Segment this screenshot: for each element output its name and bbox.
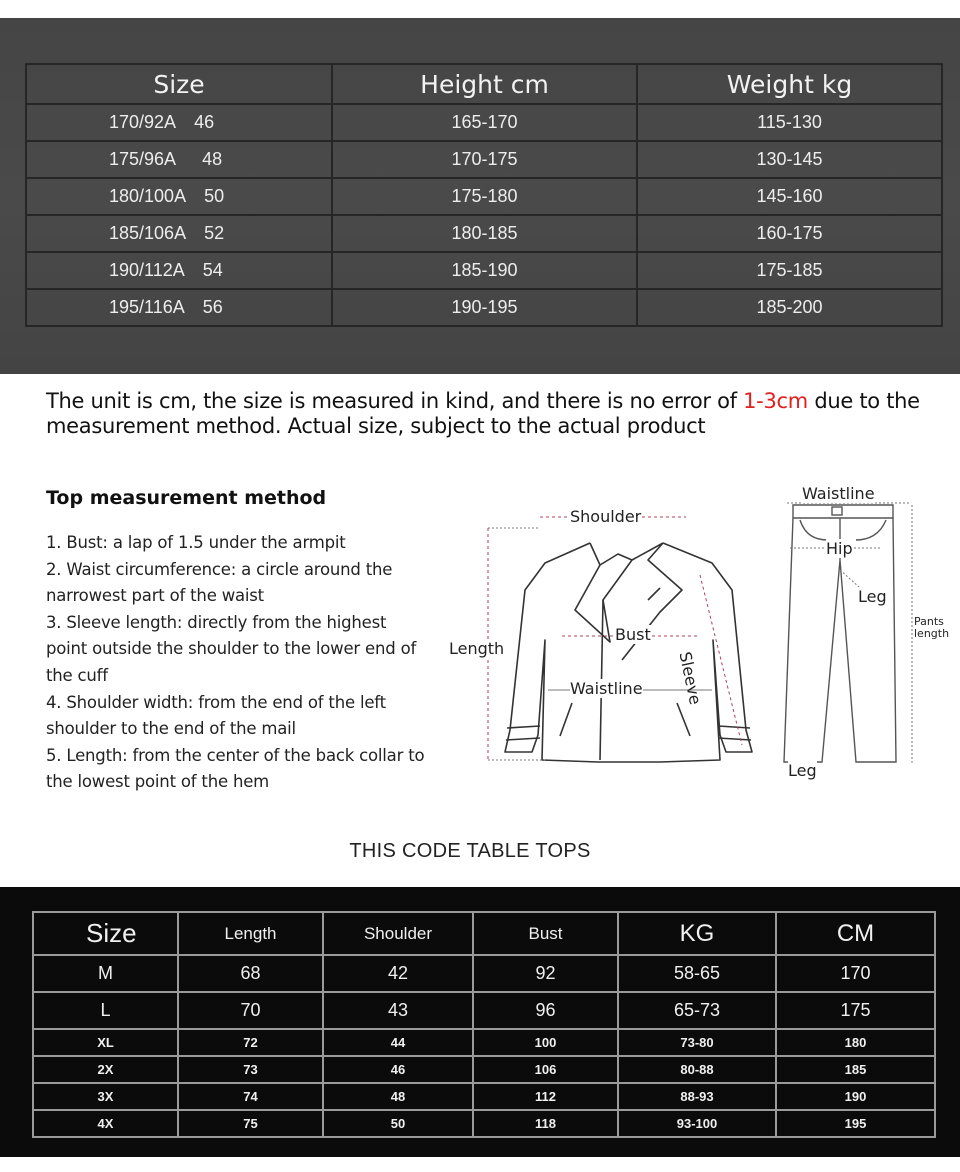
code-table-header-row: [33, 912, 935, 955]
size-chart-header-height: Height cm: [332, 64, 637, 104]
code-cell: 2X: [33, 1056, 178, 1083]
code-cell: 93-100: [618, 1110, 776, 1137]
size-chart-header-weight: Weight kg: [637, 64, 942, 104]
size-chart-header-row: [26, 64, 942, 104]
method-item: 3. Sleeve length: directly from the highest point outside the shoulder to the lower end of the cuff: [46, 612, 417, 685]
code-table-row: [33, 1029, 935, 1056]
code-table-row: [33, 1083, 935, 1110]
code-cell: 3X: [33, 1083, 178, 1110]
jacket-bust-label: Bust: [615, 625, 651, 644]
weight-cell: 130-145: [637, 141, 942, 178]
code-cell: 190: [776, 1083, 935, 1110]
code-header-size: Size: [33, 912, 178, 955]
weight-cell: 145-160: [637, 178, 942, 215]
code-table-row: [33, 1056, 935, 1083]
error-range-highlight: 1-3cm: [743, 389, 808, 413]
code-cell: 96: [473, 992, 618, 1029]
height-cell: 175-180: [332, 178, 637, 215]
code-cell: 92: [473, 955, 618, 992]
size-chart-row: [26, 141, 942, 178]
height-cell: 180-185: [332, 215, 637, 252]
code-cell: 185: [776, 1056, 935, 1083]
size-chart-row: [26, 178, 942, 215]
code-cell: M: [33, 955, 178, 992]
code-cell: 180: [776, 1029, 935, 1056]
size-chart-header-size: Size: [26, 64, 332, 104]
pants-waistline-label: Waistline: [802, 484, 875, 503]
code-cell: 58-65: [618, 955, 776, 992]
weight-cell: 160-175: [637, 215, 942, 252]
size-chart-table: [25, 63, 943, 327]
code-cell: 48: [323, 1083, 473, 1110]
code-table-row: [33, 992, 935, 1029]
pants-length-label: Pants length: [914, 615, 950, 640]
pants-leg-bottom-label: Leg: [788, 761, 817, 780]
code-cell: 50: [323, 1110, 473, 1137]
code-cell: 44: [323, 1029, 473, 1056]
code-cell: 68: [178, 955, 323, 992]
jacket-length-label: Length: [449, 639, 505, 658]
code-table-title: THIS CODE TABLE TOPS: [349, 840, 591, 862]
code-cell: 70: [178, 992, 323, 1029]
code-cell: 118: [473, 1110, 618, 1137]
code-cell: 195: [776, 1110, 935, 1137]
code-cell: 175: [776, 992, 935, 1029]
size-cell: 175/96A 48: [26, 141, 332, 178]
jacket-waistline-label: Waistline: [570, 679, 643, 698]
height-cell: 190-195: [332, 289, 637, 326]
size-chart-row: [26, 215, 942, 252]
code-cell: 42: [323, 955, 473, 992]
size-cell: 185/106A 52: [26, 215, 332, 252]
size-chart-row: [26, 104, 942, 141]
code-cell: 75: [178, 1110, 323, 1137]
code-cell: 73: [178, 1056, 323, 1083]
measurement-note: The unit is cm, the size is measured in kind, and there is no error of 1-3cm due to the measurement method. Actual size, subject to the actual product: [46, 389, 920, 438]
method-list: [46, 530, 426, 796]
jacket-shoulder-label: Shoulder: [570, 507, 642, 526]
size-cell: 180/100A 50: [26, 178, 332, 215]
code-cell: 46: [323, 1056, 473, 1083]
code-header-length: Length: [178, 912, 323, 955]
height-cell: 170-175: [332, 141, 637, 178]
code-cell: 73-80: [618, 1029, 776, 1056]
code-table-row: [33, 1110, 935, 1137]
size-chart-row: [26, 289, 942, 326]
code-cell: 112: [473, 1083, 618, 1110]
code-cell: 74: [178, 1083, 323, 1110]
code-cell: L: [33, 992, 178, 1029]
code-cell: 170: [776, 955, 935, 992]
code-header-kg: KG: [618, 912, 776, 955]
weight-cell: 175-185: [637, 252, 942, 289]
size-cell: 190/112A 54: [26, 252, 332, 289]
jacket-sleeve-label: Sleeve: [675, 650, 706, 707]
method-item: 1. Bust: a lap of 1.5 under the armpit: [46, 533, 346, 552]
weight-cell: 115-130: [637, 104, 942, 141]
code-cell: 80-88: [618, 1056, 776, 1083]
code-header-cm: CM: [776, 912, 935, 955]
size-cell: 170/92A 46: [26, 104, 332, 141]
height-cell: 165-170: [332, 104, 637, 141]
code-cell: 65-73: [618, 992, 776, 1029]
code-cell: 43: [323, 992, 473, 1029]
method-item: 5. Length: from the center of the back collar to the lowest point of the hem: [46, 745, 425, 792]
code-header-shoulder: Shoulder: [323, 912, 473, 955]
size-cell: 195/116A 56: [26, 289, 332, 326]
method-item: 2. Waist circumference: a circle around the narrowest part of the waist: [46, 559, 393, 606]
code-table-row: [33, 955, 935, 992]
code-cell: 100: [473, 1029, 618, 1056]
pants-hip-label: Hip: [826, 539, 853, 558]
method-item: 4. Shoulder width: from the end of the left shoulder to the end of the mail: [46, 692, 386, 739]
code-cell: 106: [473, 1056, 618, 1083]
code-cell: 4X: [33, 1110, 178, 1137]
code-table: [32, 911, 936, 1138]
size-chart-row: [26, 252, 942, 289]
code-cell: XL: [33, 1029, 178, 1056]
code-cell: 88-93: [618, 1083, 776, 1110]
code-cell: 72: [178, 1029, 323, 1056]
method-title: Top measurement method: [46, 487, 327, 509]
pants-leg-label: Leg: [858, 587, 887, 606]
weight-cell: 185-200: [637, 289, 942, 326]
height-cell: 185-190: [332, 252, 637, 289]
code-header-bust: Bust: [473, 912, 618, 955]
